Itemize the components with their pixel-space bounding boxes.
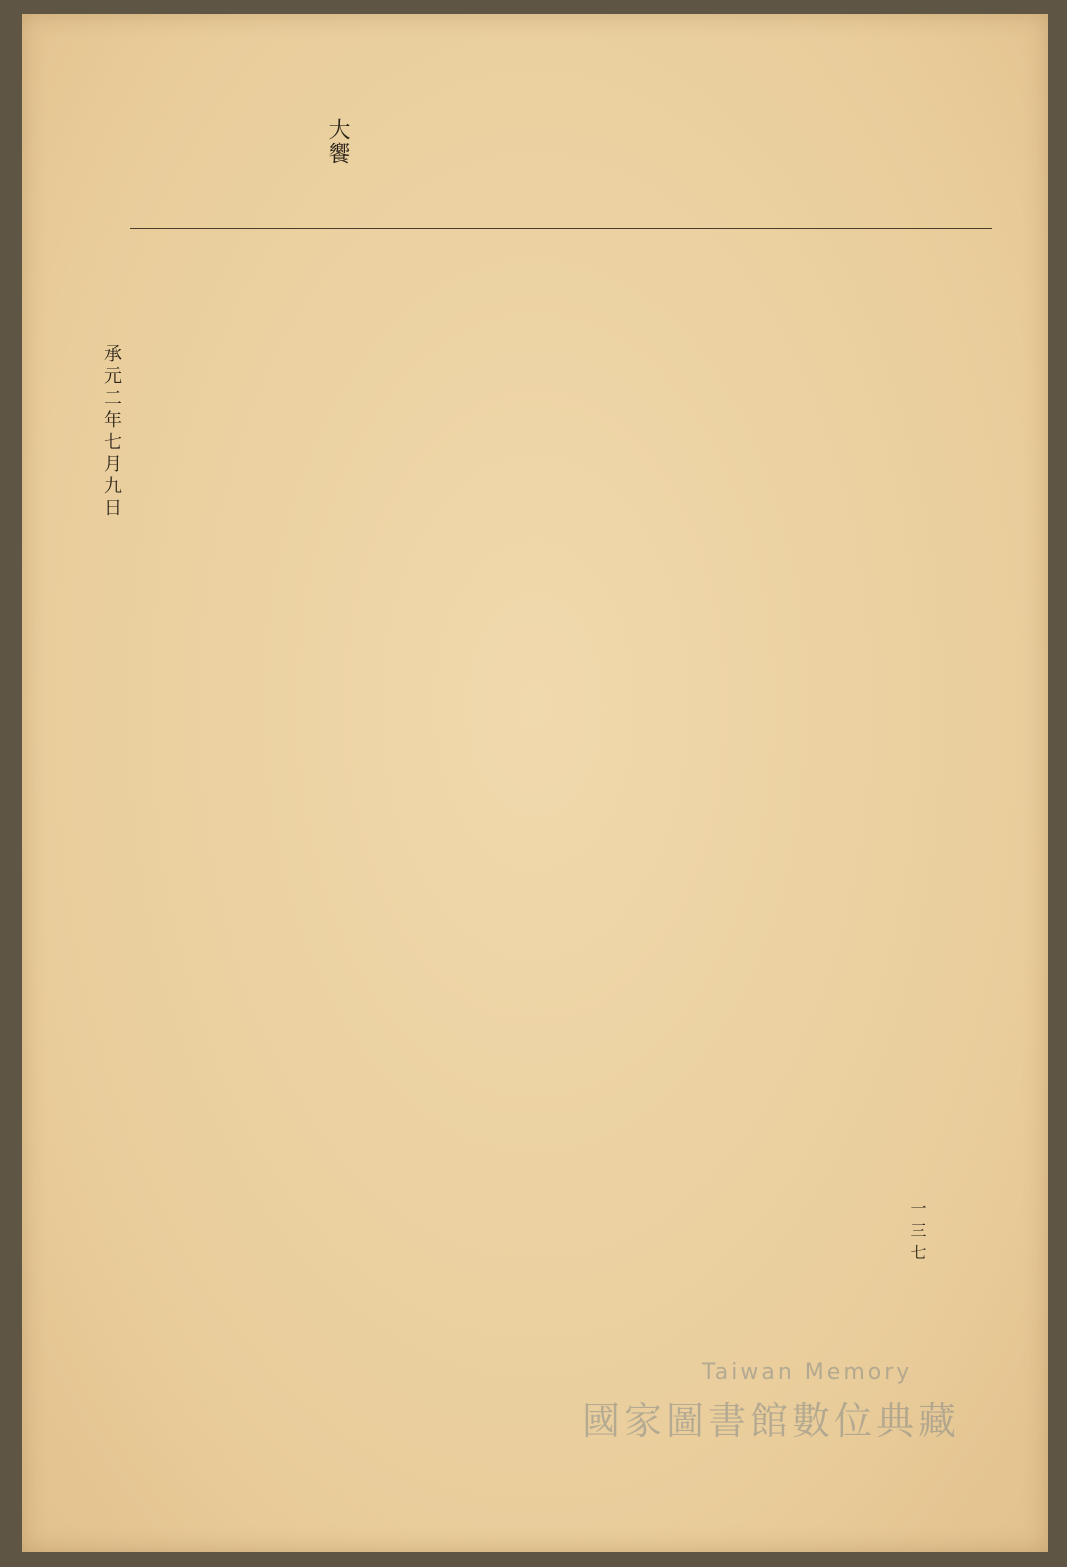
- text-column-1: [948, 332, 996, 1472]
- text-column-3: [839, 332, 887, 1472]
- text-column-5: [730, 332, 778, 1472]
- text-column-15: [185, 332, 233, 1472]
- text-column-13: [294, 332, 342, 1472]
- main-text-block: [130, 332, 996, 1472]
- date-line: 承元二年七月九日: [101, 344, 122, 520]
- text-column-10: [457, 332, 505, 1472]
- header-rule: [130, 228, 992, 229]
- text-column-14: [239, 332, 287, 1472]
- text-column-7: [621, 332, 669, 1472]
- document-page: [22, 14, 1048, 1552]
- text-column-11: [403, 332, 451, 1472]
- watermark-chinese: 國家圖書館數位典藏: [582, 1399, 961, 1443]
- text-column-16: [130, 332, 178, 1472]
- running-header: 大饗: [325, 118, 350, 166]
- page-number: 一三七: [908, 1200, 927, 1266]
- text-column-12: [348, 332, 396, 1472]
- text-column-4: [784, 332, 832, 1472]
- text-column-2: [893, 332, 941, 1472]
- text-column-6: [675, 332, 723, 1472]
- text-column-8: [566, 332, 614, 1472]
- text-column-9: [512, 332, 560, 1472]
- watermark-english: Taiwan Memory: [702, 1360, 913, 1385]
